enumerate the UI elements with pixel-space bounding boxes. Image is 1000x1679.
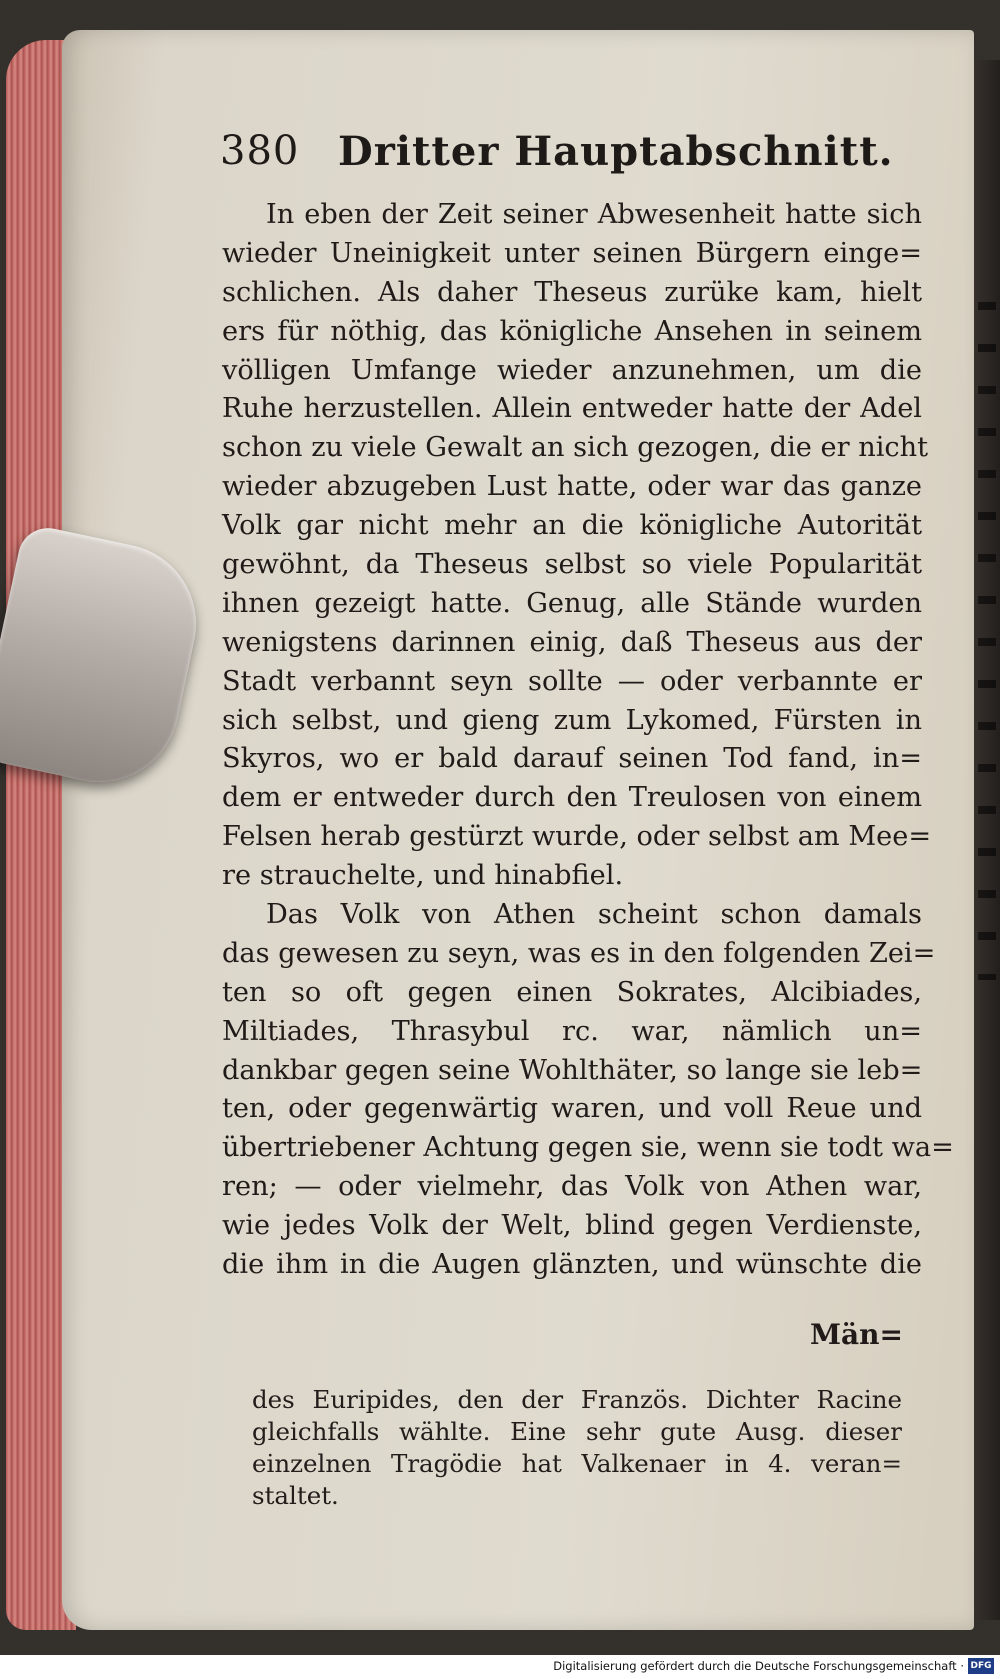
text-line: dankbar gegen seine Wohlthäter, so lange sie leb= (222, 1054, 923, 1086)
footnote (252, 1384, 902, 1512)
running-head: Dritter Hauptabschnitt. (338, 128, 894, 175)
page-header (220, 128, 920, 180)
text-line: das gewesen zu seyn, was es in den folgenden Zei= (222, 937, 936, 969)
dfg-logo-icon: DFG (968, 1658, 994, 1674)
text-line: gewöhnt, da Theseus selbst so viele Popularität (222, 549, 922, 581)
text-line: wieder abzugeben Lust hatte, oder war das ganze (222, 471, 922, 503)
text-line: Miltiades, Thrasybul rc. war, nämlich un= (222, 1015, 922, 1047)
text-line: wie jedes Volk der Welt, blind gegen Verdienste, (222, 1210, 922, 1242)
text-line: ers für nöthig, das königliche Ansehen in seinem (222, 315, 922, 347)
text-line: ren; — oder vielmehr, das Volk von Athen war, (222, 1171, 922, 1203)
text-line: sich selbst, und gieng zum Lykomed, Fürsten in (222, 704, 922, 736)
text-line: ihnen gezeigt hatte. Genug, alle Stände wurden (222, 587, 922, 619)
text-line: Stadt verbannt seyn sollte — oder verbannte er (222, 665, 922, 697)
text-line: wieder Uneinigkeit unter seinen Bürgern einge= (222, 237, 922, 269)
text-line: völligen Umfange wieder anzunehmen, um die (222, 354, 922, 386)
paragraph-2 (222, 896, 954, 1285)
text-line: wenigstens darinnen einig, daß Theseus aus der (222, 626, 922, 658)
footnote-line: des Euripides, den der Französ. Dichter Racine (252, 1385, 902, 1414)
text-line: In eben der Zeit seiner Abwesenheit hatte sich (266, 199, 922, 230)
footer-credit: Digitalisierung gefördert durch die Deutsche Forschungsgemeinschaft · (553, 1659, 964, 1673)
digitization-footer (0, 1655, 1000, 1679)
text-line: Ruhe herzustellen. Allein entweder hatte der Adel (222, 393, 922, 425)
catchword: Män= (810, 1318, 903, 1351)
text-line: ten, oder gegenwärtig waren, und voll Reue und (222, 1093, 922, 1125)
paragraph-1 (222, 196, 932, 896)
footnote-line: staltet. (252, 1481, 339, 1510)
page-number: 380 (220, 128, 300, 174)
text-line: übertriebener Achtung gegen sie, wenn sie todt wa= (222, 1132, 954, 1164)
text-line: Das Volk von Athen scheint schon damals (266, 899, 922, 931)
text-line: Felsen herab gestürzt wurde, oder selbst am Mee= (222, 821, 932, 853)
body-text (222, 196, 954, 1285)
facing-page-text-shadow (978, 280, 996, 980)
text-line: dem er entweder durch den Treulosen von einem (222, 782, 922, 814)
text-line: schon zu viele Gewalt an sich gezogen, die er nicht (222, 432, 929, 464)
text-line: ten so oft gegen einen Sokrates, Alcibiades, (222, 976, 922, 1008)
text-line: die ihm in die Augen glänzten, und wünschte die (222, 1249, 922, 1281)
footnote-line: gleichfalls wählte. Eine sehr gute Ausg. dieser (252, 1417, 902, 1446)
text-line: Volk gar nicht mehr an die königliche Autorität (222, 510, 922, 542)
text-line: schlichen. Als daher Theseus zurüke kam, hielt (222, 276, 922, 308)
text-line: Skyros, wo er bald darauf seinen Tod fand, in= (222, 743, 922, 775)
footnote-line: einzelnen Tragödie hat Valkenaer in 4. veran= (252, 1449, 902, 1478)
text-line: re strauchelte, und hinabfiel. (222, 860, 624, 892)
